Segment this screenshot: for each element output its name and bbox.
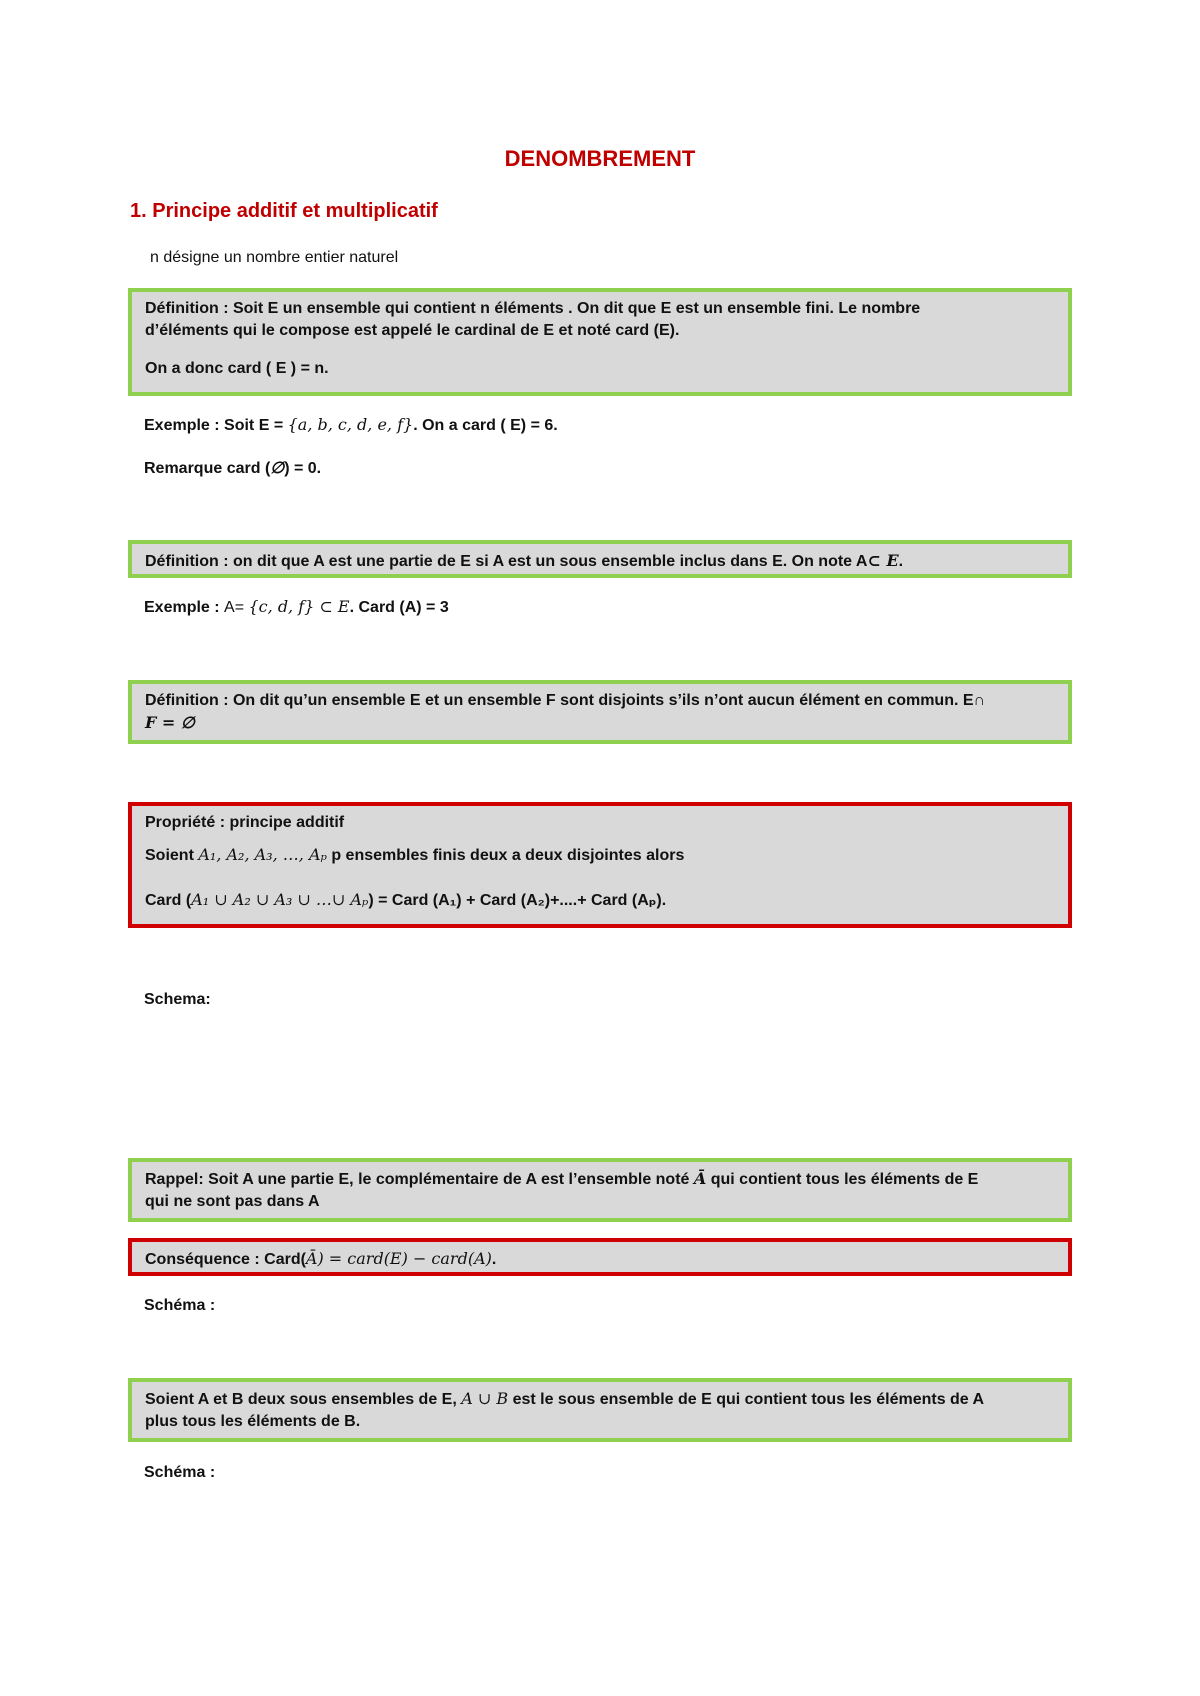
property-box-additif xyxy=(128,802,1072,928)
union-line2: plus tous les éléments de B. xyxy=(145,1413,361,1430)
definition-box-union xyxy=(128,1378,1072,1442)
empty-set-symbol: ∅ xyxy=(270,458,285,477)
def2-text: Définition : on dit que A est une partie de E si A est un sous ensemble inclus dans E. On note A xyxy=(145,553,868,570)
property-line3-a: Card ( xyxy=(145,892,192,909)
rappel-line1 xyxy=(145,1168,1055,1191)
example-2 xyxy=(144,597,449,618)
section-heading-1: 1. Principe additif et multiplicatif xyxy=(130,200,438,222)
example-1-set: {a, b, c, d, e, f} xyxy=(287,415,414,434)
property-sets: A₁, A₂, A₃, …, Aₚ xyxy=(198,845,327,864)
page-title: DENOMBREMENT xyxy=(504,146,696,171)
rappel-line1-b: qui contient tous les éléments de E xyxy=(706,1171,979,1188)
consequence-box xyxy=(128,1238,1072,1276)
union-line1-a: Soient A et B deux sous ensembles de E, xyxy=(145,1391,462,1408)
def1-line3: On a donc card ( E ) = n. xyxy=(145,360,329,377)
property-line2-a: Soient xyxy=(145,847,199,864)
def3-line1: Définition : On dit qu’un ensemble E et un ensemble F sont disjoints s’ils n’ont aucun élément en commun. E∩ xyxy=(145,692,986,709)
property-line2 xyxy=(145,844,1055,867)
intro-text: n désigne un nombre entier naturel xyxy=(150,249,399,266)
example-1 xyxy=(144,415,558,436)
consequence-formula: Ā) = card(E) − card(A) xyxy=(305,1249,492,1268)
reminder-box-complementaire xyxy=(128,1158,1072,1222)
definition-box-disjoints xyxy=(128,680,1072,744)
schema-label-2: Schéma : xyxy=(144,1297,216,1314)
def1-line1: Définition : Soit E un ensemble qui contient n éléments . On dit que E est un ensemble fini. Le nombre xyxy=(145,300,921,317)
def2-line xyxy=(145,550,1055,573)
remark-rest: ) = 0. xyxy=(284,460,322,477)
property-title: Propriété : principe additif xyxy=(145,814,345,831)
remark-label: Remarque card ( xyxy=(144,460,271,477)
remark-empty-set xyxy=(144,458,321,479)
consequence-line xyxy=(145,1248,1055,1271)
property-line3 xyxy=(145,889,1055,912)
rappel-line2: qui ne sont pas dans A xyxy=(145,1193,320,1210)
example-2-label: Exemple : xyxy=(144,599,225,616)
subset-symbol: ⊂ E xyxy=(867,551,899,570)
example-1-label: Exemple : Soit E = xyxy=(144,417,288,434)
consequence-end: . xyxy=(491,1251,497,1268)
example-2-pre: A= xyxy=(224,599,249,616)
def2-end: . xyxy=(898,553,904,570)
example-2-set: {c, d, f} ⊂ E xyxy=(248,597,350,616)
schema-label-3: Schéma : xyxy=(144,1464,216,1481)
consequence-label: Conséquence : Card( xyxy=(145,1251,306,1268)
schema-label-1: Schema: xyxy=(144,991,211,1008)
rappel-line1-a: Rappel: Soit A une partie E, le complémentaire de A est l’ensemble noté xyxy=(145,1171,694,1188)
union-symbol: A ∪ B xyxy=(461,1389,509,1408)
definition-box-partie xyxy=(128,540,1072,578)
property-line2-b: p ensembles finis deux a deux disjointes alors xyxy=(326,847,685,864)
def3-line2: F = ∅ xyxy=(145,713,195,732)
property-line3-b: ) = Card (A₁) + Card (A₂)+....+ Card (Aₚ). xyxy=(368,892,667,909)
union-line1 xyxy=(145,1388,1055,1411)
definition-box-cardinal xyxy=(128,288,1072,396)
property-union: A₁ ∪ A₂ ∪ A₃ ∪ …∪ Aₚ xyxy=(191,890,369,909)
complement-symbol: Ā xyxy=(693,1169,707,1188)
def1-line2: d’éléments qui le compose est appelé le cardinal de E et noté card (E). xyxy=(145,322,680,339)
union-line1-b: est le sous ensemble de E qui contient tous les éléments de A xyxy=(508,1391,985,1408)
example-1-rest: . On a card ( E) = 6. xyxy=(413,417,558,434)
example-2-rest: . Card (A) = 3 xyxy=(349,599,449,616)
